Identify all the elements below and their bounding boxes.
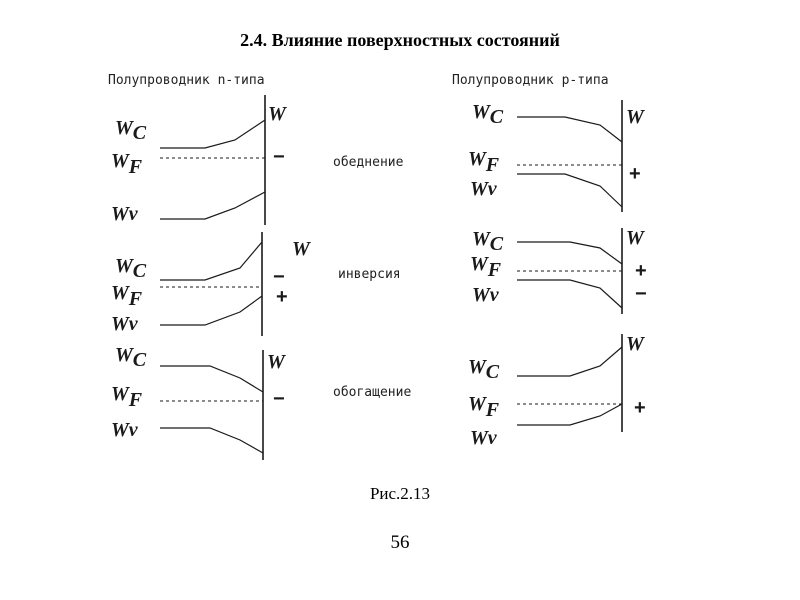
wf-label: WF — [111, 383, 143, 411]
surface-charge-sign-bottom: − — [635, 283, 647, 305]
wv-label: Wv — [470, 427, 497, 449]
wf-label: WF — [468, 393, 500, 421]
p-depletion-diagram — [468, 100, 645, 212]
page-number: 56 — [390, 532, 410, 553]
wf-label: WF — [470, 253, 502, 281]
conduction-band-edge — [160, 366, 263, 392]
energy-axis-label: W — [268, 103, 286, 125]
wc-label: WC — [115, 255, 147, 282]
wv-label: Wv — [111, 419, 138, 441]
valence-band-edge — [517, 280, 622, 308]
row-label-inversion: инверсия — [338, 267, 401, 282]
conduction-band-edge — [160, 120, 265, 148]
wf-label: WF — [111, 282, 143, 310]
wv-label: Wv — [111, 203, 138, 225]
wf-label: WF — [111, 150, 143, 178]
surface-charge-sign: + — [629, 163, 641, 185]
wc-label: WC — [115, 117, 147, 144]
wc-label: WC — [115, 344, 147, 371]
row-label-accumulation: обогащение — [333, 385, 412, 400]
row-label-depletion: обеднение — [333, 155, 404, 170]
valence-band-edge — [517, 404, 622, 425]
p-type-column-heading: Полупроводник р-типа — [452, 73, 609, 88]
n-depletion-diagram — [111, 95, 287, 225]
surface-charge-sign: − — [273, 146, 285, 168]
wc-label: WC — [472, 101, 504, 128]
wc-label: WC — [468, 356, 500, 383]
valence-band-edge — [517, 174, 622, 207]
valence-band-edge — [160, 192, 265, 219]
valence-band-edge — [160, 428, 263, 453]
valence-band-edge — [160, 296, 262, 325]
wv-label: Wv — [472, 284, 499, 306]
surface-charge-sign: − — [273, 388, 285, 410]
conduction-band-edge — [160, 242, 262, 280]
conduction-band-edge — [517, 347, 622, 376]
wc-label: WC — [472, 228, 504, 255]
conduction-band-edge — [517, 242, 622, 264]
energy-axis-label: W — [626, 106, 644, 128]
conduction-band-edge — [517, 117, 622, 142]
surface-charge-sign-bottom: + — [276, 286, 288, 308]
energy-axis-label: W — [626, 333, 644, 355]
wf-label: WF — [468, 148, 500, 176]
p-accumulation-diagram — [468, 333, 646, 449]
surface-charge-sign: + — [634, 397, 646, 419]
page-title: 2.4. Влияние поверхностных состояний — [240, 30, 560, 50]
wv-label: Wv — [470, 178, 497, 200]
surface-charge-sign-top: + — [635, 260, 647, 282]
energy-axis-label: W — [292, 238, 310, 260]
p-inversion-diagram — [470, 227, 647, 314]
n-inversion-diagram — [111, 232, 311, 336]
n-type-column-heading: Полупроводник n-типа — [108, 73, 265, 88]
surface-charge-sign-top: − — [273, 266, 285, 288]
energy-axis-label: W — [626, 227, 644, 249]
wv-label: Wv — [111, 313, 138, 335]
energy-axis-label: W — [267, 351, 285, 373]
n-accumulation-diagram — [111, 344, 286, 460]
figure-caption: Рис.2.13 — [369, 484, 431, 503]
